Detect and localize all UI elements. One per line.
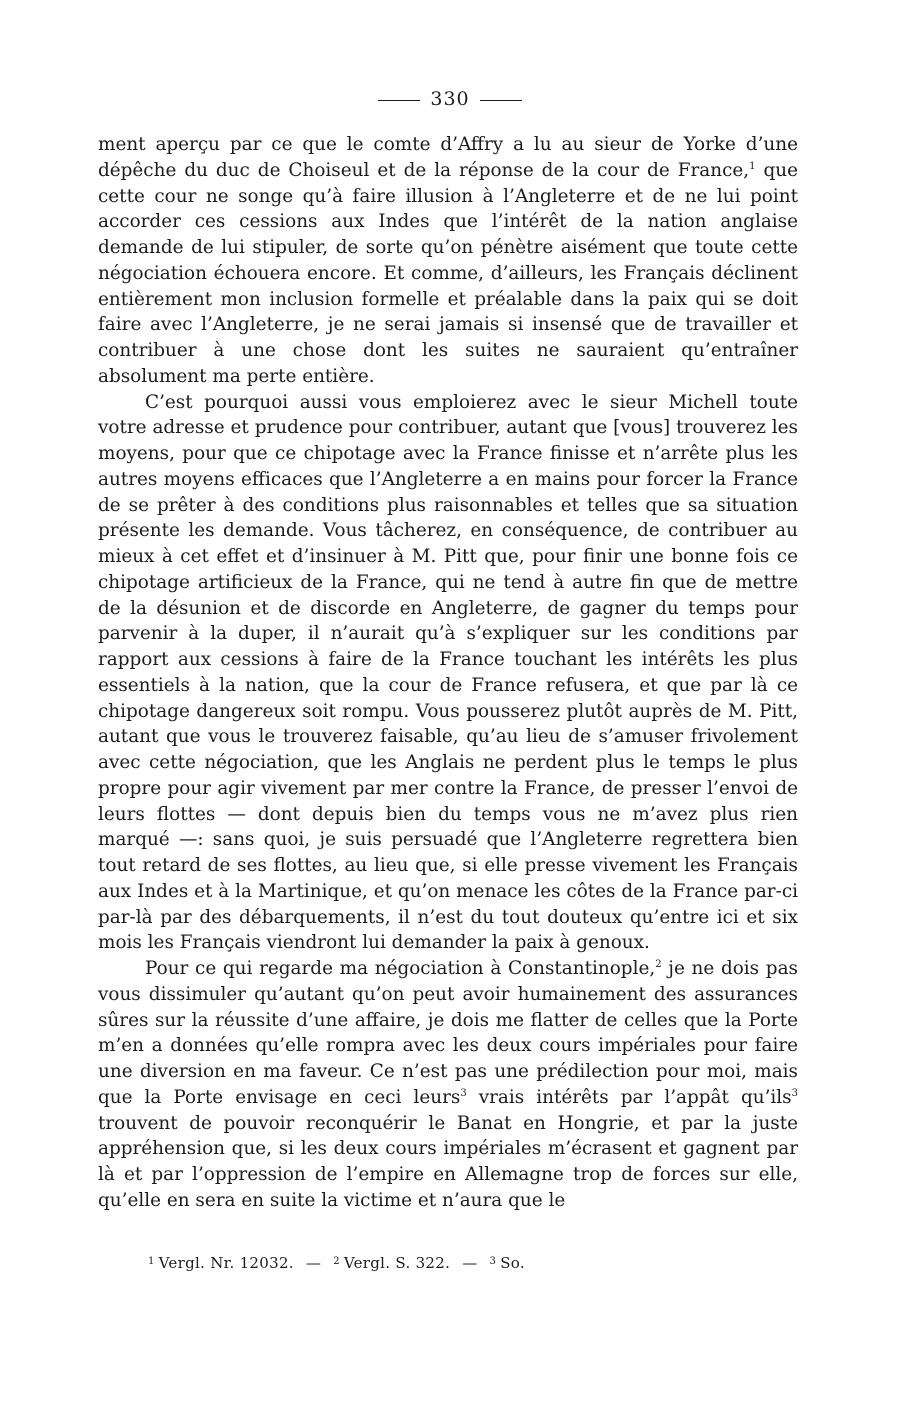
paragraph-text: que cette cour ne songe qu’à faire illusion à l’Angleterre et de ne lui point accorder ces cessions aux Indes que l’intérêt de la nation anglaise demande de lui stipuler, de sorte qu’on pénètre aisément que toute cette négociation échouera encore. Et comme, d’ailleurs, les Français déclinent entièrement mon inclusion formelle et préalable dans la paix qui se doit faire avec l’Angleterre, je ne serai jamais si insensé que de travailler et contribuer à une chose dont les suites ne sauraient qu’entraîner absolument ma perte entière.	[98, 159, 798, 387]
footnote-text: Vergl. Nr. 12032.	[158, 1254, 294, 1272]
page-number: 330	[430, 88, 470, 110]
footnote-separator: —	[305, 1254, 322, 1272]
paragraph-text: trouvent de pouvoir reconquérir le Banat en Hongrie, et par la juste appréhension que, si les deux cours impériales m’écrasent et gagnent par là et par l’oppression de l’empire en Allemagne trop de forces sur elle, qu’elle en sera en suite la victime et n’aura que le	[98, 1112, 798, 1211]
footnote-number: 1	[148, 1256, 155, 1267]
paragraph-text: Pour ce qui regarde ma négociation à Constantinople,	[145, 958, 656, 979]
header-rule-left	[378, 100, 420, 101]
paragraph-text: je ne dois pas vous dissimuler qu’autant qu’on peut avoir humainement des assurances sûres sur la réussite d’une affaire, je dois me flatter de celles que la Porte m’en a données qu’elle rompra avec les deux cours impériales pour faire une diversion en ma faveur. Ce n’est pas une prédilection pour moi, mais que la Porte envisage en ceci leurs	[98, 958, 798, 1108]
paragraph-text: ment aperçu par ce que le comte d’Affry a lu au sieur de Yorke d’une dépêche du duc de Choiseul et de la réponse de la cour de France,	[98, 134, 798, 181]
footnote-marker: 3	[791, 1087, 798, 1099]
paragraph-text: C’est pourquoi aussi vous emploierez avec le sieur Michell toute votre adresse et prudence pour contribuer, autant que [vous] trouverez les moyens, pour que ce chipotage avec la France finisse et n’arrête plus les autres moyens efficaces que l’Angleterre a en mains pour forcer la France de se prêter à des conditions plus raisonnables et telles que sa situation présente les demande. Vous tâcherez, en conséquence, de contribuer au mieux à cet effet et d’insinuer à M. Pitt que, pour finir une bonne fois ce chipotage artificieux de la France, qui ne tend à autre fin que de mettre de la désunion et de discorde en Angleterre, de gagner du temps pour parvenir à la duper, il n’aurait qu’à s’expliquer sur les conditions par rapport aux cessions à faire de la France touchant les intérêts les plus essentiels à la nation, que la cour de France refusera, et que par là ce chipotage dangereux soit rompu. Vous pousserez plutôt auprès de M. Pitt, autant que vous le trouverez faisable, qu’au lieu de s’amuser frivolement avec cette négociation, que les Anglais ne perdent plus le temps le plus propre pour agir vivement par mer contre la France, de presser l’envoi de leurs flottes — dont depuis bien du temps vous ne m’avez plus rien marqué —: sans quoi, je suis persuadé que l’Angleterre regrettera bien tout retard de ses flottes, au lieu que, si elle presse vivement les Français aux Indes et à la Martinique, et qu’on menace les côtes de la France par-ci par-là par des débarquements, il n’est du tout douteux qu’entre ici et six mois les Français viendront lui demander la paix à genoux.	[98, 391, 798, 954]
footnote-separator: —	[462, 1254, 478, 1272]
paragraph-text: vrais intérêts par l’appât qu’ils	[466, 1086, 792, 1108]
paragraph	[98, 390, 798, 957]
paragraph	[98, 132, 798, 390]
paragraph	[98, 956, 798, 1214]
footnotes	[148, 1254, 798, 1272]
header-rule-right	[480, 100, 522, 101]
footnote-2	[333, 1254, 450, 1272]
footnote-text: So.	[500, 1254, 525, 1272]
main-text	[98, 132, 798, 1214]
footnote-number: 2	[333, 1256, 340, 1267]
footnote-marker: 3	[460, 1087, 467, 1099]
footnote-3	[490, 1254, 525, 1272]
footnote-marker: 1	[749, 160, 756, 172]
footnote-marker: 2	[655, 959, 662, 970]
page-header	[0, 88, 900, 110]
footnote-1	[148, 1254, 294, 1272]
footnote-text: Vergl. S. 322.	[343, 1254, 451, 1272]
footnote-number: 3	[489, 1256, 497, 1267]
